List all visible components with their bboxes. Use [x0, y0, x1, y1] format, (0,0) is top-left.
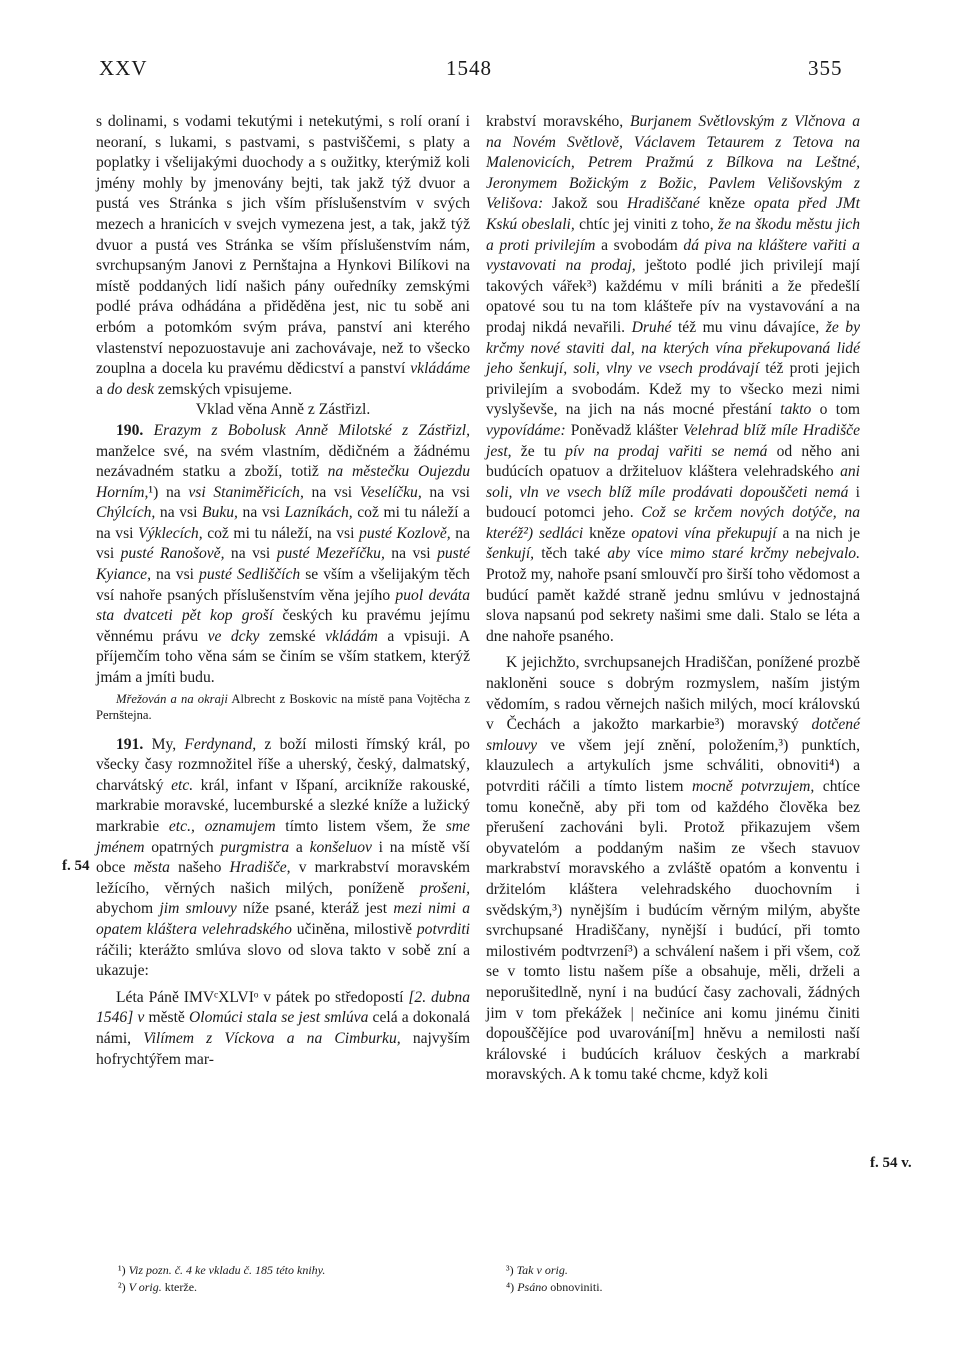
footnotes-left	[118, 1262, 458, 1296]
entry-190: 190. Erazym z Bobolusk Anně Milotské z Zástřizl, manželce své, na svém vlastním, dědičném a žádnému nezávadném statku a zboží, totiž na městečku Oujezdu Horním,¹) na vsi Staniměřicích, na vsi Veselíčku, na vsi Chýlcích, na vsi Buku, na vsi Lazníkách, což mi tu náleží a na vsi Výklecích, což mi tu náleží, na vsi pusté Kozlově, na vsi pusté Ranošově, na vsi pusté Mezeříčku, na vsi pusté Kyiance, na vsi pusté Sedliščích se vším a všelijakým těch vsí nahoře psaných příslušenstvím věna jejího puol deváta sta dvatceti pět kop groší českých ku pravému jejímu věnnému právu ve dcky zemské vkládám a vpisuji. A příjemčím toho věna sám se činím se vším statkem, kterýž jmám a jmíti budu.	[96, 421, 471, 687]
page-number: 355	[808, 56, 843, 80]
paragraph-arbitration: krabství moravského, Burjanem Světlovským z Vlčnova a na Novém Světlově, Václavem Tetaurem z Tetova na Malenovicích, Petrem Pražmú z Bílkova na Leštné, Jeronymem Božickým z Božic, Pavlem Velišovským z Velišova: Jakož sou Hradiščané kněze opata před JMt Kskú obeslali, chtíc jej viniti z toho, že na škodu městu jich a proti privilejím a svobodám dá piva na kláštere vařiti a vystavovati na prodaj, ještoto podlé jich privilejí mají takových vářek³) každému v míli brániti a že předešlí opatové sou tu na tom klášteře pív na vystavování a na prodaj nikdá nevařili. Druhé též mu vinu dávajíce, že by krčmy nové staviti dal, na kterých vína překupovaná lidé jeho šenkují, soli, vlny ve vsech prodávají též proti jejich privilejím a svobodám. Kdež my to všecko mezi nimi vyslyševše, na jich na nás mocné přestání takto o tom vypovídáme: Poněvadž klášter Velehrad blíž míle Hradišče jest, že tu pív na prodaj vařiti se nemá od něho ani budúcích opatuov a držiteluov kláštera velehradského ani soli, vln ve vsech blíž míle prodávati dopouščeti nemá i budoucí potomci jeho. Což se krčem nových dotýče, na kteréž²) sedláci kněze opatovi vína překupují a na nich je šenkují, těch také aby více mimo staré krčmy nebejvalo. Protož my, nahoře psaní smlouvčí pro širší toho vědomost a budúcí pamět každé straně jednu smlúvu v jednostajná slova napsanú pod sekrety našimi sme dali. Stalo se léta a dne nahoře psaného.	[486, 113, 861, 645]
footnote-1: ¹) Viz pozn. č. 4 ke vkladu č. 185 této knihy.	[118, 1263, 326, 1277]
entry-heading: Vklad věna Anně z Zástřizl.	[195, 401, 371, 419]
paragraph-charter-date: Léta Páně IMVᶜXLVIᵒ v pátek po středopostí [2. dubna 1546] v městě Olomúci stala se jest smlúva celá a dokonalá námi, Vilímem z Víckova a na Cimburku, najvyším hofrychtýřem mar-	[96, 988, 471, 1068]
running-header-left: XXV	[99, 56, 148, 80]
right-column	[486, 112, 860, 1086]
editorial-note: Mřežován a na okraji Albrecht z Boskovic na místě pana Vojtěcha z Pernštejna.	[96, 691, 471, 722]
left-column	[96, 112, 470, 1070]
folio-marker-left: f. 54	[62, 858, 90, 874]
entry-191: 191. My, Ferdynand, z boží milosti římský král, po všecky časy rozmnožitel říše a uherský, český, dalmatský, charvátský etc. král, infant v Išpaní, arcikníže rakouské, markrabie moravské, lucemburské a slezké kníže a lužický markrabie etc., oznamujem tímto listem všem, že sme jménem opatrných purgmistra a konšeluov i na místě vší obce města našeho Hradišče, v markrabství moravském ležícího, věrných našich milých, poníženě prošeni, abychom jim smlouvy níže psané, kteráž jest mezi nimi a opatem kláštera velehradského učiněna, milostivě potvrditi ráčili; kterážto smlúva slovo od slova takto v sobě zní a ukazuje:	[96, 735, 470, 980]
folio-marker-right: f. 54 v.	[870, 1155, 912, 1171]
running-header-year: 1548	[446, 56, 492, 80]
paragraph-confirmation: K jejichžto, svrchupsanejch Hradiščan, ponížené prozbě nakloněni souce s dobrým rozmyslem, naším jistým vědomím, s radou věrnejch našich milých, mocí královskú v Čechách a jakožto markarbie³) moravský dotčené smlouvy ve všem její znění, položením,³) punktích, klauzulech a artykulích jsme schváliti, obnoviti⁴) a potvrditi ráčili a tímto listem mocně potvrzujem, chtíce tomu konečně, aby při tom od každého člověka bez přerušení zachováni byli. Protož přikazujem všem obyvatelóm a poddaným našim ze všech stavuov markrabství moravského a zvláště opatóm a konventu i držitelóm kláštera velehradského duochovním i svědským,³) nynějším i budúcím věrným milým, abyšte svrchupsané Hradiščany, nynější i budúcí, při tomto milostivém podtvrzení³) a schválení našem i při všem, což se v tomto listu našem píše a obsahuje, měli, drželi a neporušitedlně, nyní i na budúcí časy zachovali, žádných jim v tom překážek | nečiníce ani komu jinému činiti dopouščějíce pod uvarování[m] hněvu a nemilosti naší královské i budúcích králuov českých a markrabí moravských. A k tomu také chcme, když koli	[486, 654, 861, 1084]
footnote-4: ⁴) Psáno obnoviniti.	[506, 1280, 603, 1294]
footnote-2: ²) V orig. kterže.	[118, 1280, 198, 1294]
paragraph-continuation: s dolinami, s vodami tekutými i netekutými, s rolí oraní i neoraní, s lukami, s pastvami, s pastviščemi, s platy a poplatky i všelijakými duochody a s oužitky, kterýmiž koli jmény mohly by jmenovány bejti, tak jakž týž dvuor a pustá ves Stránka s jich vším příslušenstvím v svých mezech a hranicích v svejch vymezena jest, a tak, jakž týž dvuor a pustá ves Stránka se vším příslušenstvím nám, svrchupsaným Janovi z Pernštajna a Hynkovi Bilíkovi na místě poddaných lidí našich pány ouředníky zemskými podlé práva odhádána a přiděděna jest, nic tu sobě ani erbóm a potomkóm svým práva, panství ani kterého vlastenství nepozuostavuje ani zachovávaje, než to všecko zouplna a docela ku pravému dědicství a panství vkládáme a do desk zemských vpisujeme.	[96, 113, 470, 398]
footnotes-right	[506, 1262, 846, 1296]
footnote-3: ³) Tak v orig.	[506, 1263, 568, 1277]
